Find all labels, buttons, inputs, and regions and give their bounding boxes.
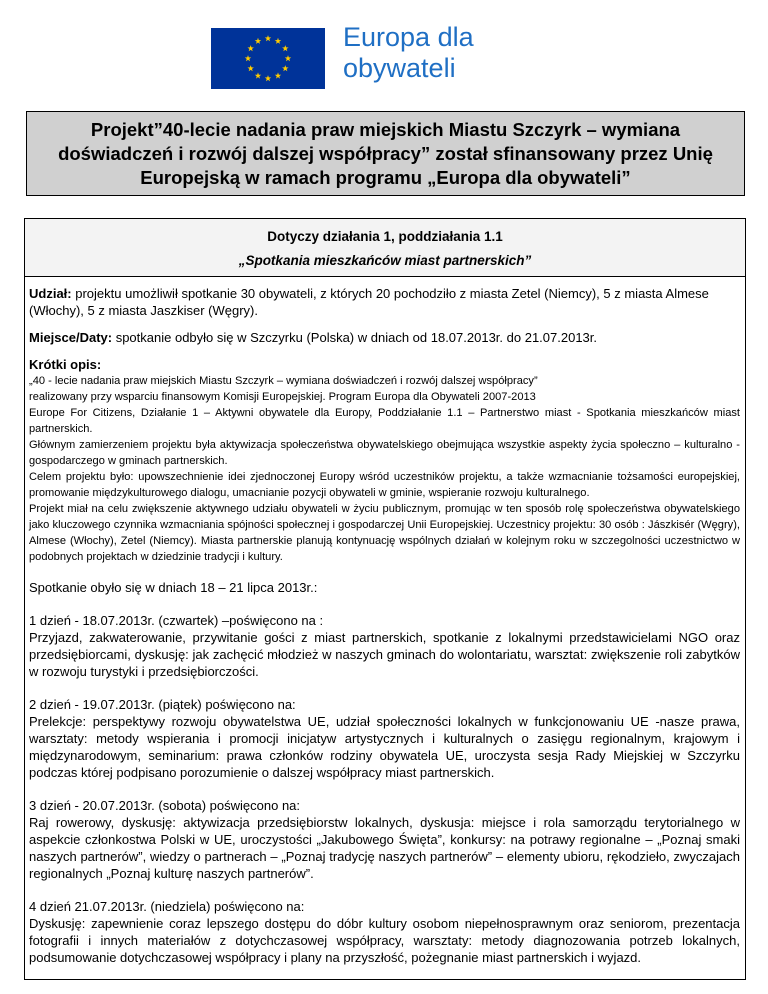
- eu-flag-logo: [211, 28, 325, 89]
- description-line: Celem projektu było: upowszechnienie idei zjednoczonej Europy wśród uczestników projektu, a także wzmacnianie tożsamości europejskiej, promowanie międzykulturowego dialogu, umacnianie pozycji obywateli w gminie, wspieranie rozwoju kulturalnego.: [29, 471, 740, 499]
- details-box: [24, 218, 746, 980]
- participation-text: projektu umożliwił spotkanie 30 obywateli, z których 20 pochodziło z miasta Zetel (Niemcy), 5 z miasta Almese (Włochy), 5 z miasta Jaszkiser (Węgry).: [29, 286, 709, 318]
- day-3-heading: 3 dzień - 20.07.2013r. (sobota) poświęcono na:: [29, 798, 301, 813]
- day-1-paragraph: [29, 612, 740, 680]
- day-3-paragraph: [29, 797, 740, 882]
- participation-paragraph: [29, 285, 740, 319]
- day-2-heading: 2 dzień - 19.07.2013r. (piątek) poświęcono na:: [29, 697, 296, 712]
- description-line: Projekt miał na celu zwiększenie aktywnego udziału obywateli w życiu publicznym, promując w ten sposób rolę społeczeństwa obywatelskiego jako kluczowego czynnika wzmacniania spójności społecznej i gospodarczej Unii Europejskiej. Uczestnicy projektu: 30 osób : Jászkisér (Węgry), Almese (Włochy), Zetel (Niemcy). Miasta partnerskie planują kontynuację wspólnych działań w kolejnym roku w szczegolności uczestnictwo w podobnych projektach w dziedzinie tradycji i kultury.: [29, 503, 740, 563]
- day-4-paragraph: [29, 898, 740, 966]
- day-3-body: Raj rowerowy, dyskusję: aktywizacja przedsiębiorstw lokalnych, dyskusja: miejsce i rola samorządu terytorialnego w aspekcie członkostwa Polski w UE, uroczystości „Jakubowego Święta”, konkursy: na potrawy regionalne – „Poznaj smaki naszych partnerów”, wiedzy o partnerach – „Poznaj tradycję naszych partnerów” – elementy ubioru, rękodzieło, zwyczajach regionalnych „Poznaj kulturę naszych partnerów”.: [29, 815, 740, 881]
- place-dates-paragraph: [29, 329, 740, 346]
- day-1-body: Przyjazd, zakwaterowanie, przywitanie gości z miast partnerskich, spotkanie z lokalnymi przedstawicielami NGO oraz przedsiębiorcami, dyskusję: jak zachęcić młodzież w naszych gminach do wolontariatu, warsztat: zwiększenie roli zabytków w rozwoju turystyki i przedsiębiorczości.: [29, 630, 740, 679]
- description-line: „40 - lecie nadania praw miejskich Miastu Szczyrk – wymiana doświadczeń i rozwój dalszej współpracy”: [29, 375, 538, 387]
- day-4-heading: 4 dzień 21.07.2013r. (niedziela) poświęcono na:: [29, 899, 305, 914]
- short-description-label: Krótki opis:: [29, 357, 102, 372]
- description-line: Europe For Citizens, Działanie 1 – Aktywni obywatele dla Europy, Poddziałanie 1.1 – Partnerstwo miast - Spotkania mieszkańców miast partnerskich.: [29, 407, 740, 435]
- brand-line-1: Europa dla: [343, 22, 474, 52]
- eu-stars-icon: [211, 28, 325, 89]
- place-dates-text: spotkanie odbyło się w Szczyrku (Polska) w dniach od 18.07.2013r. do 21.07.2013r.: [112, 330, 597, 345]
- action-subtitle: „Spotkania mieszkańców miast partnerskich”: [238, 253, 532, 268]
- details-content: [25, 277, 745, 966]
- meeting-intro: Spotkanie obyło się w dniach 18 – 21 lipca 2013r.:: [29, 580, 318, 595]
- action-line: Dotyczy działania 1, poddziałania 1.1: [267, 229, 503, 244]
- day-1-heading: 1 dzień - 18.07.2013r. (czwartek) –poświęcono na :: [29, 613, 324, 628]
- project-title: Projekt”40-lecie nadania praw miejskich Miastu Szczyrk – wymiana doświadczeń i rozwój dalszej współpracy” został sfinansowany przez Unię Europejską w ramach programu „Europa dla obywateli”: [58, 118, 713, 188]
- short-description: [29, 373, 740, 565]
- action-header: [25, 219, 745, 277]
- day-2-paragraph: [29, 696, 740, 781]
- place-dates-label: Miejsce/Daty:: [29, 330, 113, 345]
- day-4-body: Dyskusję: zapewnienie coraz lepszego dostępu do dóbr kultury osobom niepełnosprawnym oraz seniorom, prezentacja fotografii i innych materiałów z dotychczasowej współpracy, warsztaty: metody diagnozowania potrzeb lokalnych, podsumowanie dotychczasowej współpracy i plany na przyszłość, pożegnanie miast partnerskich i wyjazd.: [29, 916, 740, 965]
- participation-label: Udział:: [29, 286, 72, 301]
- day-2-body: Prelekcje: perspektywy rozwoju obywatelstwa UE, udział społeczności lokalnych w funkcjonowaniu UE -nasze prawa, warsztaty: metody wspierania i promocji inicjatyw artystycznych i kulturalnych o zasięgu regionalnym, krajowym i międzynarodowym, seminarium: prawa członków rodziny obywatela UE, uroczysta sesja Rady Miejskiej w Szczyrku podczas której podpisano porozumienie o dalszej współpracy miast partnerskich.: [29, 714, 740, 780]
- description-line: Głównym zamierzeniem projektu była aktywizacja społeczeństwa obywatelskiego obejmująca wszystkie aspekty życia społeczno – kulturalno - gospodarczego w gminach partnerskich.: [29, 439, 740, 467]
- project-title-box: [26, 111, 745, 196]
- brand-line-2: obywateli: [343, 53, 456, 83]
- description-line: realizowany przy wsparciu finansowym Komisji Europejskiej. Program Europa dla Obywateli 2007-2013: [29, 391, 536, 403]
- program-brand: [343, 22, 474, 84]
